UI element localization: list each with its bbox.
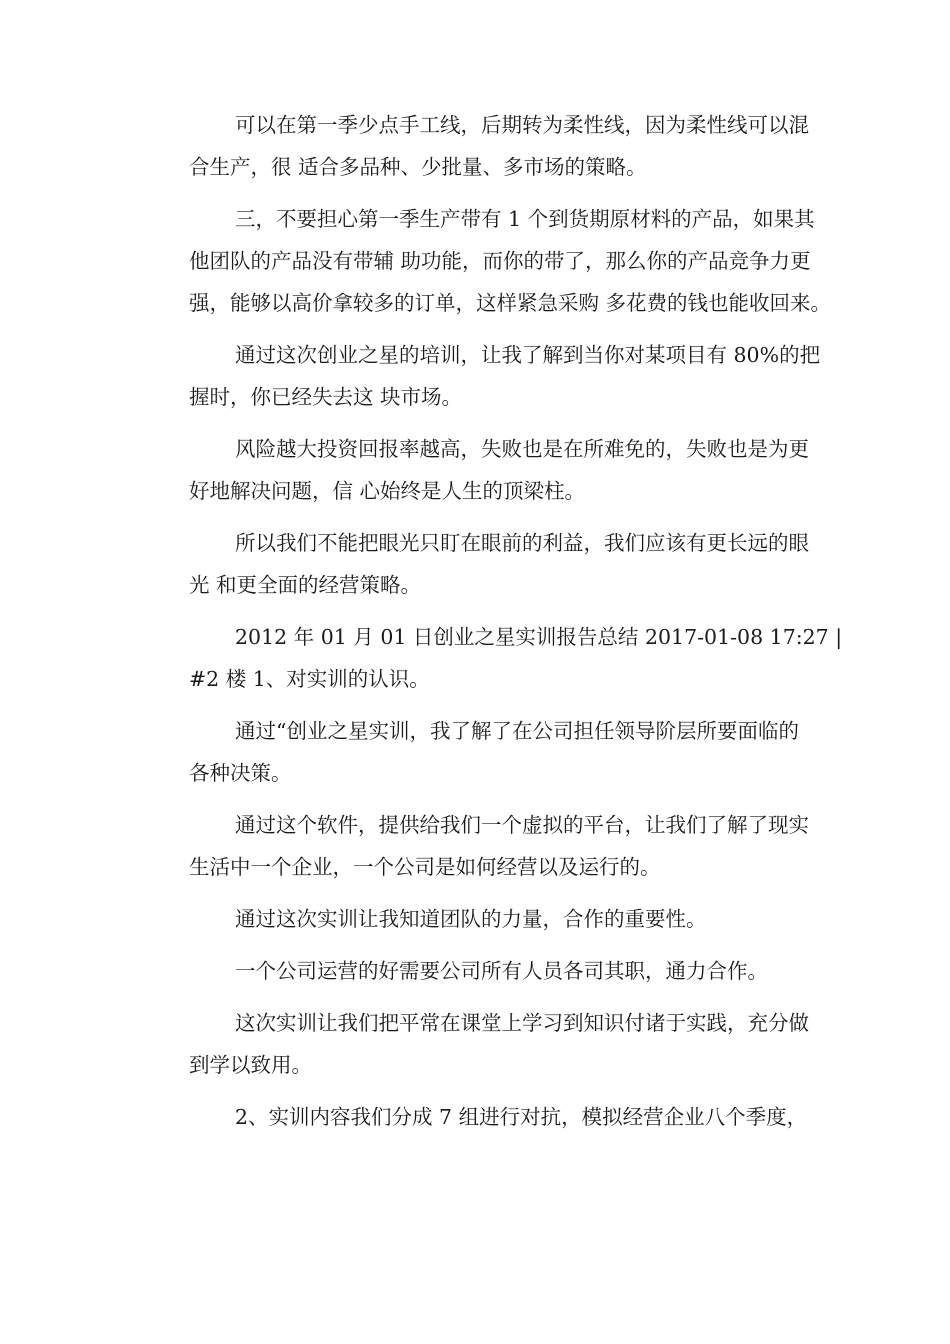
paragraph-line: #2 楼 1、对实训的认识。 (189, 667, 430, 691)
paragraph (143, 616, 843, 700)
paragraph-line: 这次实训让我们把平常在课堂上学习到知识付诸于实践，充分做 (235, 1011, 809, 1035)
paragraph-line: 光 和更全面的经营策略。 (189, 573, 422, 597)
paragraph-line: 2012 年 01 月 01 日创业之星实训报告总结 2017-01-08 17:27 | (235, 625, 843, 649)
paragraph (143, 334, 821, 418)
document-body (143, 104, 843, 1148)
paragraph (143, 104, 808, 188)
paragraph-line: 强，能够以高价拿较多的订单，这样紧急采购 多花费的钱也能收回来。 (189, 291, 832, 315)
paragraph-line: 合生产，很 适合多品种、少批量、多市场的策略。 (189, 155, 647, 179)
paragraph (143, 804, 808, 888)
paragraph-line: 生活中一个企业，一个公司是如何经营以及运行的。 (189, 855, 661, 879)
paragraph-line: 通过这次实训让我知道团队的力量，合作的重要性。 (235, 907, 707, 931)
paragraph (143, 710, 808, 794)
paragraph-line: 可以在第一季少点手工线，后期转为柔性线，因为柔性线可以混 (235, 113, 809, 137)
paragraph (143, 1096, 808, 1138)
paragraph-line: 风险越大投资回报率越高，失败也是在所难免的，失败也是为更 (235, 437, 809, 461)
paragraph-line: 通过“创业之星实训，我了解了在公司担任领导阶层所要面临的 (235, 719, 799, 743)
paragraph-line: 2、实训内容我们分成 7 组进行对抗，模拟经营企业八个季度， (235, 1105, 808, 1129)
paragraph-line: 到学以致用。 (189, 1053, 312, 1077)
paragraph-line: 所以我们不能把眼光只盯在眼前的利益，我们应该有更长远的眼 (235, 531, 809, 555)
paragraph-line: 一个公司运营的好需要公司所有人员各司其职，通力合作。 (235, 959, 768, 983)
paragraph-line: 三，不要担心第一季生产带有 1 个到货期原材料的产品，如果其 (235, 207, 815, 231)
paragraph (143, 198, 832, 324)
paragraph-line: 各种决策。 (189, 761, 292, 785)
paragraph (143, 950, 808, 992)
paragraph-line: 通过这次创业之星的培训，让我了解到当你对某项目有 80%的把 (235, 343, 821, 367)
paragraph-line: 握时，你已经失去这 块市场。 (189, 385, 463, 409)
paragraph-line: 通过这个软件，提供给我们一个虚拟的平台，让我们了解了现实 (235, 813, 809, 837)
paragraph-line: 他团队的产品没有带辅 助功能，而你的带了，那么你的产品竞争力更 (189, 249, 811, 273)
paragraph (143, 522, 808, 606)
paragraph (143, 898, 808, 940)
paragraph (143, 428, 808, 512)
paragraph-line: 好地解决问题，信 心始终是人生的顶梁柱。 (189, 479, 586, 503)
paragraph (143, 1002, 808, 1086)
